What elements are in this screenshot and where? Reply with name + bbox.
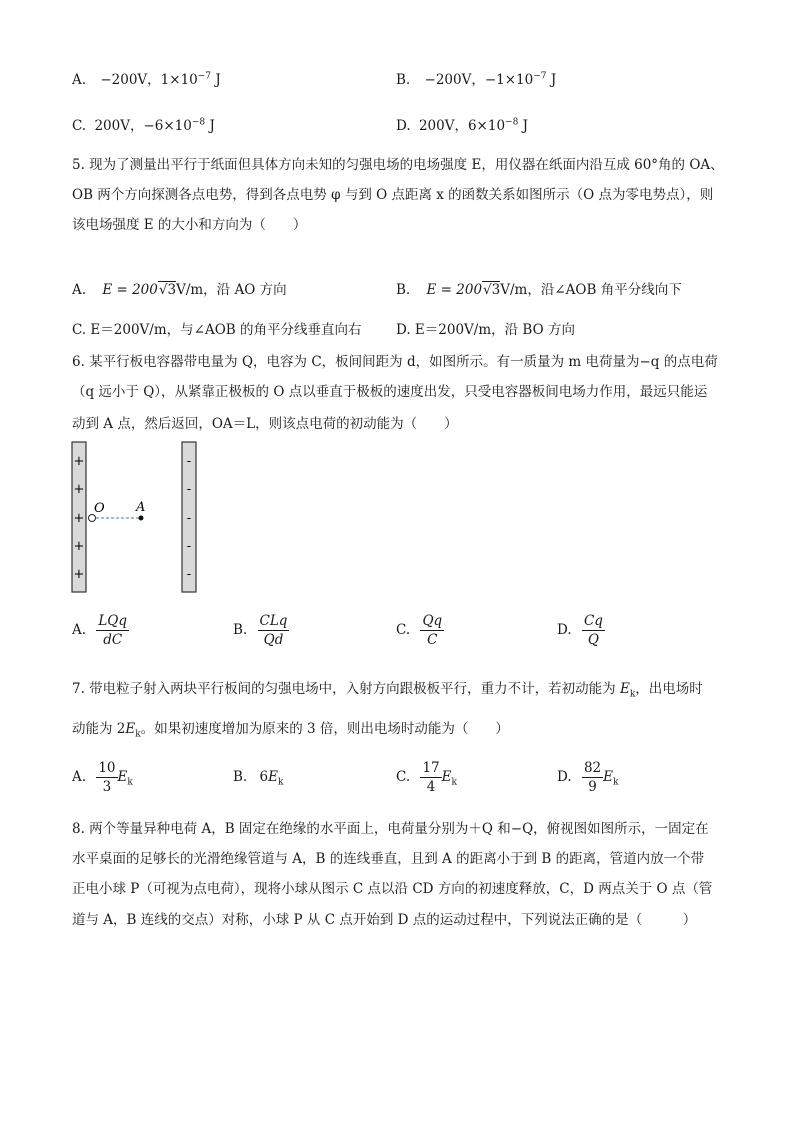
q7-stem-line-1: [72, 677, 703, 700]
option-label: A.: [72, 769, 87, 785]
option-label: A.: [72, 72, 87, 88]
option-fraction: [258, 613, 290, 648]
q6-option-b[interactable]: [233, 613, 289, 648]
label-a: A: [136, 500, 146, 515]
numerator: LQq: [98, 613, 128, 629]
option-fraction: [420, 613, 444, 648]
q6-option-d[interactable]: [557, 613, 605, 648]
stem-text: 动能为: [72, 721, 113, 737]
stem-text: 7. 带电粒子射入两块平行板间的匀强电场中，入射方向跟极板平行，重力不计，若初动能为: [72, 681, 616, 697]
stem-text: ，出电场时: [635, 681, 703, 697]
option-formula: E = 200: [102, 282, 158, 298]
ek-main: E: [268, 769, 278, 785]
option-text: V/m，沿 AO 方向: [176, 282, 287, 298]
denominator: Qd: [263, 632, 284, 648]
option-fraction: [96, 760, 117, 795]
unit: J: [550, 72, 557, 88]
ek-sub: k: [127, 777, 133, 788]
option-text: −200V，−1×10: [424, 72, 534, 88]
option-text: V/m，沿∠AOB 角平分线向下: [500, 282, 682, 298]
option-text: −200V，1×10: [100, 72, 198, 88]
option-label: D.: [557, 769, 572, 785]
q7-option-a[interactable]: [72, 760, 133, 795]
q7-option-b[interactable]: [233, 769, 283, 788]
capacitor-diagram: [70, 440, 210, 596]
numerator: 10: [98, 760, 116, 776]
ek-symbol: [125, 721, 141, 740]
q5-option-d[interactable]: D. E＝200V/m，沿 BO 方向: [396, 322, 575, 338]
q7-stem-line-2: [72, 717, 509, 740]
numerator: 82: [583, 760, 602, 776]
option-label: D.: [396, 118, 411, 134]
unit: J: [522, 118, 529, 134]
plus-sign: +: [73, 482, 85, 497]
ek-sub: k: [277, 777, 284, 788]
q5-option-b[interactable]: B. E = 200√3V/m，沿∠AOB 角平分线向下: [396, 282, 682, 298]
q7-option-d[interactable]: [557, 760, 618, 795]
exponent: −7: [533, 71, 547, 82]
ek-sub: k: [612, 777, 619, 788]
minus-sign: -: [186, 454, 192, 469]
ek-main: E: [125, 721, 136, 737]
ek-main: E: [619, 681, 630, 697]
ek-symbol: [268, 769, 284, 788]
option-label: B.: [233, 622, 248, 638]
option-label: C.: [72, 118, 87, 134]
numerator: Cq: [583, 613, 603, 629]
option-formula: E = 200: [426, 282, 483, 298]
ek-sub: k: [135, 729, 141, 740]
denominator: 3: [102, 779, 112, 795]
point-a: [139, 516, 144, 521]
q6-stem-line-2: （q 远小于 Q），从紧靠正极板的 O 点以垂直于极板的速度出发，只受电容器板间电场力作用，最远只能运: [72, 384, 708, 400]
option-text: 200V，−6×10: [94, 118, 192, 134]
q6-option-c[interactable]: [396, 613, 444, 648]
q5-option-c[interactable]: C. E＝200V/m，与∠AOB 的角平分线垂直向右: [72, 322, 362, 338]
coefficient: 6: [259, 769, 269, 785]
numerator: 17: [422, 760, 440, 776]
unit: J: [215, 72, 221, 88]
q4-option-b[interactable]: [396, 68, 556, 88]
denominator: C: [427, 632, 438, 648]
option-fraction: [582, 613, 605, 648]
q8-stem-line-3: 正电小球 P（可视为点电荷），现将小球从图示 C 点以沿 CD 方向的初速度释放，C，D 两点关于 O 点（管: [72, 881, 713, 897]
minus-sign: -: [186, 511, 192, 526]
ek-symbol: [117, 769, 133, 788]
q5-stem-line-3: 该电场强度 E 的大小和方向为（ ）: [72, 217, 307, 233]
q8-stem-line-2: 水平桌面的足够长的光滑绝缘管道与 A，B 的连线垂直，且到 A 的距离小于到 B 的距离，管道内放一个带: [72, 851, 705, 867]
exponent: −8: [505, 117, 519, 128]
plus-sign: +: [73, 454, 85, 469]
q7-option-c[interactable]: [396, 760, 457, 795]
minus-sign: -: [186, 482, 192, 497]
option-label: B.: [396, 72, 411, 88]
sqrt-radicand: 3: [167, 282, 177, 298]
numerator: Qq: [422, 613, 443, 629]
ek-symbol: [619, 681, 636, 700]
q4-option-d[interactable]: [396, 114, 528, 134]
coefficient: 2: [116, 721, 126, 737]
ek-symbol: [441, 769, 457, 788]
sqrt-radicand: 3: [491, 282, 501, 298]
label-o: O: [94, 501, 105, 516]
q6-option-a[interactable]: [72, 613, 129, 648]
q8-stem-line-4: 道与 A，B 连线的交点）对称，小球 P 从 C 点开始到 D 点的运动过程中，下列说法正确的是（ ）: [72, 912, 697, 928]
stem-text: 。如果初速度增加为原来的 3 倍，则出电场时动能为（ ）: [140, 721, 509, 737]
option-label: A.: [72, 622, 87, 638]
plus-sign: +: [73, 539, 85, 554]
option-text: 200V，6×10: [418, 118, 506, 134]
denominator: Q: [587, 632, 599, 648]
option-label: B.: [233, 769, 248, 785]
minus-sign: -: [186, 539, 192, 554]
ek-main: E: [603, 769, 613, 785]
option-fraction: [582, 760, 603, 795]
q8-stem-line-1: 8. 两个等量异种电荷 A，B 固定在绝缘的水平面上，电荷量分别为＋Q 和−Q，俯视图如图所示，一固定在: [72, 821, 709, 837]
ek-sub: k: [629, 689, 636, 700]
denominator: 9: [588, 779, 597, 795]
q4-option-a[interactable]: [72, 68, 221, 88]
plus-sign: +: [73, 567, 85, 582]
ek-symbol: [603, 769, 619, 788]
denominator: dC: [103, 632, 123, 648]
option-label: C.: [396, 622, 411, 638]
plus-sign: +: [73, 511, 85, 526]
option-fraction: [96, 613, 129, 648]
option-label: B.: [396, 282, 411, 298]
denominator: 4: [426, 779, 436, 795]
q5-stem-line-2: OB 两个方向探测各点电势，得到各点电势 φ 与到 O 点距离 x 的函数关系如图所示（O 点为零电势点），则: [72, 187, 714, 203]
option-fraction: [420, 760, 441, 795]
ek-sub: k: [451, 777, 457, 788]
ek-main: E: [117, 769, 128, 785]
q5-stem-line-1: 5. 现为了测量出平行于纸面但具体方向未知的匀强电场的电场强度 E，用仪器在纸面内沿互成 60°角的 OA、: [72, 157, 724, 173]
q4-option-c[interactable]: [72, 114, 215, 134]
option-label: D.: [557, 622, 572, 638]
exponent: −7: [197, 71, 212, 82]
q5-option-a[interactable]: A. E = 200√3V/m，沿 AO 方向: [72, 282, 287, 298]
exponent: −8: [191, 117, 206, 128]
q6-stem-line-1: 6. 某平行板电容器带电量为 Q，电容为 C，板间间距为 d，如图所示。有一质量为 m 电荷量为−q 的点电荷: [72, 354, 718, 370]
ek-main: E: [441, 769, 452, 785]
unit: J: [209, 118, 215, 134]
option-label: C.: [396, 769, 411, 785]
numerator: CLq: [259, 613, 288, 629]
option-label: A.: [72, 282, 87, 298]
minus-sign: -: [186, 567, 192, 582]
q6-stem-line-3: 动到 A 点，然后返回，OA＝L，则该点电荷的初动能为（ ）: [72, 416, 458, 432]
